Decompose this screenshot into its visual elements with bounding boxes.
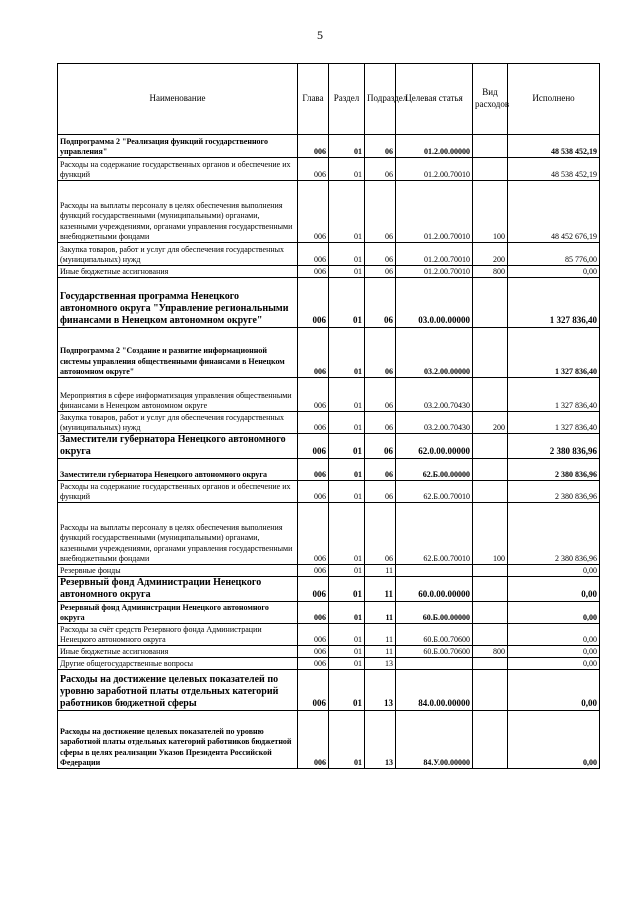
cell-expense-type — [473, 378, 508, 412]
cell-target: 01.2.00.70010 — [396, 158, 473, 181]
cell-section: 01 — [329, 328, 365, 378]
cell-subsection: 06 — [365, 481, 396, 503]
cell-expense-type — [473, 158, 508, 181]
cell-target: 60.Б.00.00000 — [396, 602, 473, 624]
table-row — [58, 434, 600, 459]
cell-target: 01.2.00.70010 — [396, 181, 473, 243]
cell-section: 01 — [329, 670, 365, 711]
cell-expense-type — [473, 481, 508, 503]
table-row — [58, 481, 600, 503]
cell-expense-type: 800 — [473, 266, 508, 278]
cell-amount: 0,00 — [508, 565, 600, 577]
cell-name: Расходы на выплаты персоналу в целях обеспечения выполнения функций государственными (муниципальными) органами, казенными учреждениями, органами управления государственными внебюджетными фондами — [58, 503, 298, 565]
cell-section: 01 — [329, 278, 365, 328]
cell-target — [396, 565, 473, 577]
cell-subsection: 06 — [365, 503, 396, 565]
table-row — [58, 278, 600, 328]
cell-name: Другие общегосударственные вопросы — [58, 658, 298, 670]
cell-chapter: 006 — [298, 646, 329, 658]
cell-target: 62.Б.00.70010 — [396, 503, 473, 565]
cell-target: 01.2.00.00000 — [396, 135, 473, 158]
cell-expense-type — [473, 434, 508, 459]
cell-name: Заместители губернатора Ненецкого автономного округа — [58, 434, 298, 459]
cell-chapter: 006 — [298, 278, 329, 328]
header-expense-type: Вид расходов — [473, 64, 508, 135]
cell-target: 01.2.00.70010 — [396, 266, 473, 278]
cell-section: 01 — [329, 602, 365, 624]
cell-amount: 2 380 836,96 — [508, 459, 600, 481]
cell-amount: 1 327 836,40 — [508, 328, 600, 378]
cell-section: 01 — [329, 243, 365, 266]
cell-amount: 0,00 — [508, 602, 600, 624]
cell-expense-type: 200 — [473, 243, 508, 266]
cell-expense-type — [473, 711, 508, 769]
table-row — [58, 602, 600, 624]
cell-amount: 0,00 — [508, 266, 600, 278]
cell-chapter: 006 — [298, 624, 329, 646]
cell-subsection: 11 — [365, 624, 396, 646]
cell-name: Государственная программа Ненецкого автономного округа "Управление региональными финансами в Ненецком автономном округе" — [58, 278, 298, 328]
cell-section: 01 — [329, 459, 365, 481]
table-row — [58, 658, 600, 670]
cell-target: 62.Б.00.00000 — [396, 459, 473, 481]
cell-section: 01 — [329, 158, 365, 181]
cell-section: 01 — [329, 646, 365, 658]
cell-target: 84.0.00.00000 — [396, 670, 473, 711]
cell-section: 01 — [329, 565, 365, 577]
cell-subsection: 06 — [365, 158, 396, 181]
cell-expense-type: 800 — [473, 646, 508, 658]
table-row — [58, 412, 600, 434]
cell-chapter: 006 — [298, 378, 329, 412]
cell-subsection: 06 — [365, 181, 396, 243]
cell-subsection: 11 — [365, 602, 396, 624]
cell-name: Резервные фонды — [58, 565, 298, 577]
table-row — [58, 181, 600, 243]
cell-name: Мероприятия в сфере информатизация управления общественными финансами в Ненецком автономном округе — [58, 378, 298, 412]
cell-chapter: 006 — [298, 412, 329, 434]
cell-subsection: 06 — [365, 266, 396, 278]
cell-subsection: 06 — [365, 278, 396, 328]
cell-name: Расходы за счёт средств Резервного фонда Администрации Ненецкого автономного округа — [58, 624, 298, 646]
cell-chapter: 006 — [298, 434, 329, 459]
cell-chapter: 006 — [298, 243, 329, 266]
cell-chapter: 006 — [298, 328, 329, 378]
cell-section: 01 — [329, 412, 365, 434]
cell-expense-type — [473, 135, 508, 158]
cell-section: 01 — [329, 624, 365, 646]
cell-name: Иные бюджетные ассигнования — [58, 266, 298, 278]
cell-name: Резервный фонд Администрации Ненецкого автономного округа — [58, 577, 298, 602]
cell-amount: 48 538 452,19 — [508, 158, 600, 181]
cell-amount: 2 380 836,96 — [508, 434, 600, 459]
table-row — [58, 577, 600, 602]
cell-expense-type: 200 — [473, 412, 508, 434]
cell-chapter: 006 — [298, 577, 329, 602]
table-row — [58, 670, 600, 711]
cell-expense-type — [473, 459, 508, 481]
cell-target: 62.0.00.00000 — [396, 434, 473, 459]
table-row — [58, 503, 600, 565]
cell-section: 01 — [329, 266, 365, 278]
cell-target: 01.2.00.70010 — [396, 243, 473, 266]
cell-target: 60.Б.00.70600 — [396, 624, 473, 646]
header-target: Целевая статья — [396, 64, 473, 135]
cell-chapter: 006 — [298, 266, 329, 278]
header-subsection: Подраздел — [365, 64, 396, 135]
cell-subsection: 06 — [365, 328, 396, 378]
cell-amount: 1 327 836,40 — [508, 412, 600, 434]
table-row — [58, 135, 600, 158]
cell-subsection: 11 — [365, 577, 396, 602]
cell-expense-type: 100 — [473, 181, 508, 243]
cell-expense-type — [473, 624, 508, 646]
cell-name: Расходы на содержание государственных органов и обеспечение их функций — [58, 481, 298, 503]
cell-subsection: 06 — [365, 459, 396, 481]
cell-subsection: 06 — [365, 243, 396, 266]
cell-section: 01 — [329, 711, 365, 769]
cell-subsection: 13 — [365, 658, 396, 670]
cell-name: Закупка товаров, работ и услуг для обеспечения государственных (муниципальных) нужд — [58, 243, 298, 266]
cell-subsection: 06 — [365, 412, 396, 434]
cell-expense-type — [473, 565, 508, 577]
cell-name: Расходы на достижение целевых показателей по уровню заработной платы отдельных категорий работников бюджетной сферы — [58, 670, 298, 711]
table-row — [58, 266, 600, 278]
cell-chapter: 006 — [298, 135, 329, 158]
cell-target: 60.0.00.00000 — [396, 577, 473, 602]
cell-target: 60.Б.00.70600 — [396, 646, 473, 658]
cell-target — [396, 658, 473, 670]
cell-expense-type — [473, 278, 508, 328]
cell-target: 03.2.00.00000 — [396, 328, 473, 378]
cell-chapter: 006 — [298, 459, 329, 481]
cell-chapter: 006 — [298, 481, 329, 503]
cell-subsection: 06 — [365, 135, 396, 158]
cell-section: 01 — [329, 135, 365, 158]
cell-expense-type — [473, 658, 508, 670]
cell-section: 01 — [329, 181, 365, 243]
cell-subsection: 13 — [365, 711, 396, 769]
cell-name: Закупка товаров, работ и услуг для обеспечения государственных (муниципальных) нужд — [58, 412, 298, 434]
cell-amount: 2 380 836,96 — [508, 481, 600, 503]
cell-name: Подпрограмма 2 "Реализация функций государственного управления" — [58, 135, 298, 158]
cell-chapter: 006 — [298, 503, 329, 565]
cell-target: 62.Б.00.70010 — [396, 481, 473, 503]
cell-subsection: 13 — [365, 670, 396, 711]
header-chapter: Глава — [298, 64, 329, 135]
cell-amount: 85 776,00 — [508, 243, 600, 266]
cell-chapter: 006 — [298, 565, 329, 577]
cell-expense-type — [473, 670, 508, 711]
cell-chapter: 006 — [298, 658, 329, 670]
table-row — [58, 711, 600, 769]
table-row — [58, 378, 600, 412]
cell-amount: 0,00 — [508, 577, 600, 602]
cell-name: Резервный фонд Администрации Ненецкого автономного округа — [58, 602, 298, 624]
table-row — [58, 624, 600, 646]
cell-amount: 0,00 — [508, 658, 600, 670]
cell-amount: 0,00 — [508, 711, 600, 769]
cell-name: Расходы на выплаты персоналу в целях обеспечения выполнения функций государственными (муниципальными) органами, казенными учреждениями, органами управления государственными внебюджетными фондами — [58, 181, 298, 243]
cell-expense-type — [473, 602, 508, 624]
table-row — [58, 158, 600, 181]
cell-amount: 0,00 — [508, 670, 600, 711]
cell-target: 03.2.00.70430 — [396, 412, 473, 434]
cell-expense-type — [473, 328, 508, 378]
cell-amount: 1 327 836,40 — [508, 278, 600, 328]
cell-name: Подпрограмма 2 "Создание и развитие информационной системы управления общественными финансами в Ненецком автономном округе" — [58, 328, 298, 378]
table-row — [58, 328, 600, 378]
cell-section: 01 — [329, 658, 365, 670]
header-name: Наименование — [58, 64, 298, 135]
cell-section: 01 — [329, 481, 365, 503]
cell-name: Расходы на содержание государственных органов и обеспечение их функций — [58, 158, 298, 181]
expenditure-table — [57, 63, 600, 769]
cell-chapter: 006 — [298, 602, 329, 624]
cell-subsection: 11 — [365, 565, 396, 577]
cell-chapter: 006 — [298, 181, 329, 243]
cell-chapter: 006 — [298, 158, 329, 181]
cell-amount: 2 380 836,96 — [508, 503, 600, 565]
table-row — [58, 565, 600, 577]
table-row — [58, 243, 600, 266]
cell-section: 01 — [329, 378, 365, 412]
cell-subsection: 06 — [365, 378, 396, 412]
cell-name: Расходы на достижение целевых показателей по уровню заработной платы отдельных категорий работников бюджетной сферы в целях реализации Указов Президента Российской Федерации — [58, 711, 298, 769]
cell-expense-type — [473, 577, 508, 602]
cell-target: 84.У.00.00000 — [396, 711, 473, 769]
cell-subsection: 11 — [365, 646, 396, 658]
cell-section: 01 — [329, 503, 365, 565]
cell-expense-type: 100 — [473, 503, 508, 565]
table-row — [58, 459, 600, 481]
cell-section: 01 — [329, 434, 365, 459]
cell-target: 03.2.00.70430 — [396, 378, 473, 412]
header-section: Раздел — [329, 64, 365, 135]
table-header-row — [58, 64, 600, 135]
cell-amount: 0,00 — [508, 646, 600, 658]
cell-name: Иные бюджетные ассигнования — [58, 646, 298, 658]
cell-section: 01 — [329, 577, 365, 602]
cell-subsection: 06 — [365, 434, 396, 459]
cell-amount: 0,00 — [508, 624, 600, 646]
cell-amount: 48 452 676,19 — [508, 181, 600, 243]
cell-name: Заместители губернатора Ненецкого автономного округа — [58, 459, 298, 481]
table-row — [58, 646, 600, 658]
header-executed: Исполнено — [508, 64, 600, 135]
cell-target: 03.0.00.00000 — [396, 278, 473, 328]
cell-amount: 48 538 452,19 — [508, 135, 600, 158]
cell-chapter: 006 — [298, 711, 329, 769]
cell-chapter: 006 — [298, 670, 329, 711]
page-number: 5 — [317, 28, 323, 42]
cell-amount: 1 327 836,40 — [508, 378, 600, 412]
